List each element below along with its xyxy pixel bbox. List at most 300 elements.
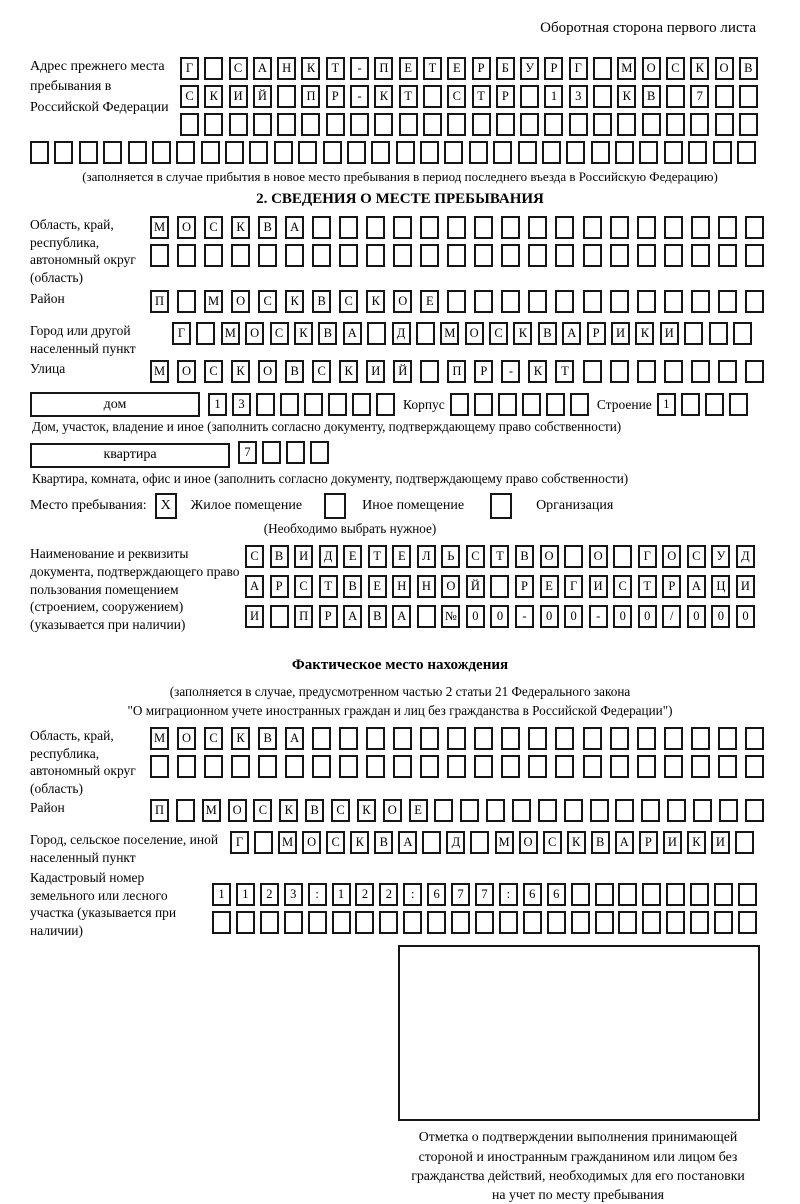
char-cell[interactable]: И: [736, 575, 755, 598]
char-cell[interactable]: [571, 883, 590, 906]
char-cell[interactable]: Е: [399, 57, 418, 80]
char-cell[interactable]: А: [562, 322, 581, 345]
char-cell[interactable]: [420, 141, 439, 164]
char-cell[interactable]: /: [662, 605, 681, 628]
char-cell[interactable]: -: [589, 605, 608, 628]
char-cell[interactable]: [447, 755, 466, 778]
char-cell[interactable]: [590, 799, 609, 822]
char-cell[interactable]: У: [520, 57, 539, 80]
char-cell[interactable]: А: [343, 605, 362, 628]
char-cell[interactable]: [571, 911, 590, 934]
char-cell[interactable]: [735, 831, 754, 854]
char-cell[interactable]: [512, 799, 531, 822]
char-cell[interactable]: [54, 141, 73, 164]
char-cell[interactable]: В: [258, 216, 277, 239]
char-cell[interactable]: [312, 727, 331, 750]
char-cell[interactable]: И: [229, 85, 248, 108]
char-cell[interactable]: [745, 799, 764, 822]
char-cell[interactable]: [416, 322, 435, 345]
char-cell[interactable]: Р: [270, 575, 289, 598]
char-cell[interactable]: Ц: [711, 575, 730, 598]
char-cell[interactable]: [258, 755, 277, 778]
char-cell[interactable]: [374, 113, 393, 136]
char-cell[interactable]: [591, 141, 610, 164]
char-cell[interactable]: В: [285, 360, 304, 383]
char-cell[interactable]: [490, 575, 509, 598]
char-cell[interactable]: [451, 911, 470, 934]
char-cell[interactable]: 7: [475, 883, 494, 906]
char-cell[interactable]: К: [635, 322, 654, 345]
char-cell[interactable]: [496, 113, 515, 136]
char-cell[interactable]: Н: [417, 575, 436, 598]
char-cell[interactable]: Р: [544, 57, 563, 80]
char-cell[interactable]: О: [228, 799, 247, 822]
char-cell[interactable]: К: [374, 85, 393, 108]
char-cell[interactable]: Л: [417, 545, 436, 568]
char-cell[interactable]: Ь: [441, 545, 460, 568]
char-cell[interactable]: О: [589, 545, 608, 568]
char-cell[interactable]: [501, 755, 520, 778]
char-cell[interactable]: [684, 322, 703, 345]
char-cell[interactable]: [718, 216, 737, 239]
char-cell[interactable]: [528, 216, 547, 239]
char-cell[interactable]: И: [294, 545, 313, 568]
char-cell[interactable]: О: [177, 360, 196, 383]
char-cell[interactable]: [718, 727, 737, 750]
char-cell[interactable]: [447, 216, 466, 239]
char-cell[interactable]: Т: [319, 575, 338, 598]
char-cell[interactable]: М: [150, 216, 169, 239]
char-cell[interactable]: [312, 244, 331, 267]
char-cell[interactable]: 7: [451, 883, 470, 906]
char-cell[interactable]: С: [331, 799, 350, 822]
char-cell[interactable]: [420, 727, 439, 750]
char-cell[interactable]: 0: [736, 605, 755, 628]
char-cell[interactable]: В: [343, 575, 362, 598]
char-cell[interactable]: П: [150, 290, 169, 313]
char-cell[interactable]: С: [229, 57, 248, 80]
char-cell[interactable]: [745, 290, 764, 313]
char-cell[interactable]: В: [312, 290, 331, 313]
char-cell[interactable]: 1: [332, 883, 351, 906]
char-cell[interactable]: [690, 911, 709, 934]
char-cell[interactable]: [617, 113, 636, 136]
char-cell[interactable]: [501, 727, 520, 750]
char-cell[interactable]: Т: [326, 57, 345, 80]
char-cell[interactable]: 6: [523, 883, 542, 906]
char-cell[interactable]: [642, 113, 661, 136]
char-cell[interactable]: [593, 85, 612, 108]
char-cell[interactable]: В: [368, 605, 387, 628]
char-cell[interactable]: [642, 883, 661, 906]
char-cell[interactable]: [486, 799, 505, 822]
char-cell[interactable]: 7: [238, 441, 257, 464]
char-cell[interactable]: [393, 727, 412, 750]
char-cell[interactable]: Г: [172, 322, 191, 345]
char-cell[interactable]: [423, 85, 442, 108]
char-cell[interactable]: [201, 141, 220, 164]
char-cell[interactable]: Н: [277, 57, 296, 80]
char-cell[interactable]: [615, 799, 634, 822]
char-cell[interactable]: С: [466, 545, 485, 568]
char-cell[interactable]: О: [642, 57, 661, 80]
char-cell[interactable]: [204, 755, 223, 778]
char-cell[interactable]: 3: [284, 883, 303, 906]
char-cell[interactable]: [399, 113, 418, 136]
char-cell[interactable]: [225, 141, 244, 164]
char-cell[interactable]: [718, 360, 737, 383]
char-cell[interactable]: [639, 141, 658, 164]
char-cell[interactable]: [177, 244, 196, 267]
char-cell[interactable]: О: [245, 322, 264, 345]
char-cell[interactable]: В: [642, 85, 661, 108]
char-cell[interactable]: Д: [736, 545, 755, 568]
char-cell[interactable]: [284, 911, 303, 934]
char-cell[interactable]: [583, 216, 602, 239]
char-cell[interactable]: [637, 755, 656, 778]
char-cell[interactable]: С: [245, 545, 264, 568]
char-cell[interactable]: Е: [420, 290, 439, 313]
char-cell[interactable]: П: [301, 85, 320, 108]
char-cell[interactable]: В: [270, 545, 289, 568]
char-cell[interactable]: 0: [711, 605, 730, 628]
char-cell[interactable]: Н: [392, 575, 411, 598]
char-cell[interactable]: [666, 85, 685, 108]
char-cell[interactable]: [664, 755, 683, 778]
char-cell[interactable]: [260, 911, 279, 934]
char-cell[interactable]: [715, 113, 734, 136]
char-cell[interactable]: 2: [379, 883, 398, 906]
char-cell[interactable]: [564, 799, 583, 822]
char-cell[interactable]: Р: [662, 575, 681, 598]
char-cell[interactable]: [555, 290, 574, 313]
char-cell[interactable]: 3: [232, 393, 251, 416]
char-cell[interactable]: С: [204, 216, 223, 239]
char-cell[interactable]: М: [278, 831, 297, 854]
char-cell[interactable]: М: [204, 290, 223, 313]
char-cell[interactable]: [254, 831, 273, 854]
char-cell[interactable]: С: [294, 575, 313, 598]
char-cell[interactable]: М: [440, 322, 459, 345]
char-cell[interactable]: Р: [474, 360, 493, 383]
char-cell[interactable]: [610, 755, 629, 778]
char-cell[interactable]: [447, 727, 466, 750]
char-cell[interactable]: М: [150, 727, 169, 750]
char-cell[interactable]: [498, 393, 517, 416]
char-cell[interactable]: Е: [447, 57, 466, 80]
char-cell[interactable]: М: [202, 799, 221, 822]
char-cell[interactable]: [339, 216, 358, 239]
char-cell[interactable]: -: [515, 605, 534, 628]
char-cell[interactable]: [564, 545, 583, 568]
char-cell[interactable]: [714, 911, 733, 934]
char-cell[interactable]: В: [305, 799, 324, 822]
char-cell[interactable]: [528, 244, 547, 267]
char-cell[interactable]: [393, 755, 412, 778]
char-cell[interactable]: К: [231, 216, 250, 239]
char-cell[interactable]: О: [393, 290, 412, 313]
char-cell[interactable]: [30, 141, 49, 164]
char-cell[interactable]: [681, 393, 700, 416]
char-cell[interactable]: [403, 911, 422, 934]
char-cell[interactable]: №: [441, 605, 460, 628]
char-cell[interactable]: А: [687, 575, 706, 598]
char-cell[interactable]: [376, 393, 395, 416]
char-cell[interactable]: [474, 290, 493, 313]
char-cell[interactable]: [285, 755, 304, 778]
char-cell[interactable]: [705, 393, 724, 416]
char-cell[interactable]: Т: [555, 360, 574, 383]
char-cell[interactable]: Е: [540, 575, 559, 598]
char-cell[interactable]: [229, 113, 248, 136]
char-cell[interactable]: [371, 141, 390, 164]
char-cell[interactable]: К: [687, 831, 706, 854]
char-cell[interactable]: Г: [638, 545, 657, 568]
char-cell[interactable]: [546, 393, 565, 416]
char-cell[interactable]: [518, 141, 537, 164]
char-cell[interactable]: [618, 911, 637, 934]
char-cell[interactable]: [420, 755, 439, 778]
char-cell[interactable]: К: [567, 831, 586, 854]
char-cell[interactable]: [718, 290, 737, 313]
char-cell[interactable]: [474, 244, 493, 267]
char-cell[interactable]: [520, 113, 539, 136]
char-cell[interactable]: [595, 911, 614, 934]
char-cell[interactable]: [566, 141, 585, 164]
char-cell[interactable]: [472, 113, 491, 136]
char-cell[interactable]: 1: [212, 883, 231, 906]
char-cell[interactable]: [350, 113, 369, 136]
char-cell[interactable]: [718, 244, 737, 267]
char-cell[interactable]: :: [499, 883, 518, 906]
char-cell[interactable]: О: [540, 545, 559, 568]
char-cell[interactable]: [308, 911, 327, 934]
char-cell[interactable]: А: [245, 575, 264, 598]
char-cell[interactable]: [528, 290, 547, 313]
char-cell[interactable]: Р: [319, 605, 338, 628]
char-cell[interactable]: С: [339, 290, 358, 313]
char-cell[interactable]: С: [687, 545, 706, 568]
char-cell[interactable]: [312, 755, 331, 778]
char-cell[interactable]: [417, 605, 436, 628]
char-cell[interactable]: О: [258, 360, 277, 383]
char-cell[interactable]: И: [611, 322, 630, 345]
char-cell[interactable]: [501, 290, 520, 313]
char-cell[interactable]: Б: [496, 57, 515, 80]
char-cell[interactable]: [555, 755, 574, 778]
char-cell[interactable]: С: [447, 85, 466, 108]
char-cell[interactable]: Й: [393, 360, 412, 383]
char-cell[interactable]: [688, 141, 707, 164]
char-cell[interactable]: [664, 290, 683, 313]
char-cell[interactable]: [301, 113, 320, 136]
char-cell[interactable]: С: [204, 360, 223, 383]
char-cell[interactable]: [615, 141, 634, 164]
char-cell[interactable]: О: [441, 575, 460, 598]
char-cell[interactable]: К: [339, 360, 358, 383]
char-cell[interactable]: О: [177, 727, 196, 750]
char-cell[interactable]: [595, 883, 614, 906]
char-cell[interactable]: [642, 911, 661, 934]
char-cell[interactable]: К: [513, 322, 532, 345]
char-cell[interactable]: К: [350, 831, 369, 854]
char-cell[interactable]: -: [350, 85, 369, 108]
char-cell[interactable]: [666, 911, 685, 934]
char-cell[interactable]: [739, 113, 758, 136]
char-cell[interactable]: С: [666, 57, 685, 80]
char-cell[interactable]: [691, 360, 710, 383]
char-cell[interactable]: [547, 911, 566, 934]
char-cell[interactable]: 7: [690, 85, 709, 108]
char-cell[interactable]: [664, 141, 683, 164]
char-cell[interactable]: [434, 799, 453, 822]
char-cell[interactable]: В: [374, 831, 393, 854]
char-cell[interactable]: [298, 141, 317, 164]
char-cell[interactable]: [738, 883, 757, 906]
char-cell[interactable]: [528, 727, 547, 750]
char-cell[interactable]: [423, 113, 442, 136]
char-cell[interactable]: [523, 911, 542, 934]
char-cell[interactable]: [270, 605, 289, 628]
char-cell[interactable]: А: [285, 727, 304, 750]
char-cell[interactable]: [236, 911, 255, 934]
char-cell[interactable]: [285, 244, 304, 267]
char-cell[interactable]: [310, 441, 329, 464]
char-cell[interactable]: [212, 911, 231, 934]
char-cell[interactable]: [470, 831, 489, 854]
char-cell[interactable]: [528, 755, 547, 778]
char-cell[interactable]: [420, 360, 439, 383]
char-cell[interactable]: Г: [564, 575, 583, 598]
char-cell[interactable]: 0: [613, 605, 632, 628]
char-cell[interactable]: [691, 290, 710, 313]
char-cell[interactable]: [664, 244, 683, 267]
char-cell[interactable]: [444, 141, 463, 164]
char-cell[interactable]: [258, 244, 277, 267]
char-cell[interactable]: С: [613, 575, 632, 598]
char-cell[interactable]: [447, 290, 466, 313]
char-cell[interactable]: :: [403, 883, 422, 906]
char-cell[interactable]: С: [543, 831, 562, 854]
char-cell[interactable]: К: [528, 360, 547, 383]
char-cell[interactable]: [474, 727, 493, 750]
char-cell[interactable]: [339, 755, 358, 778]
char-cell[interactable]: -: [350, 57, 369, 80]
char-cell[interactable]: А: [398, 831, 417, 854]
char-cell[interactable]: К: [690, 57, 709, 80]
char-cell[interactable]: [352, 393, 371, 416]
char-cell[interactable]: [355, 911, 374, 934]
char-cell[interactable]: [286, 441, 305, 464]
char-cell[interactable]: [256, 393, 275, 416]
char-cell[interactable]: Р: [326, 85, 345, 108]
char-cell[interactable]: [690, 113, 709, 136]
char-cell[interactable]: С: [312, 360, 331, 383]
char-cell[interactable]: 6: [547, 883, 566, 906]
char-cell[interactable]: [196, 322, 215, 345]
char-cell[interactable]: [737, 141, 756, 164]
char-cell[interactable]: [691, 244, 710, 267]
char-cell[interactable]: 1: [208, 393, 227, 416]
char-cell[interactable]: Т: [368, 545, 387, 568]
char-cell[interactable]: [555, 244, 574, 267]
char-cell[interactable]: [570, 393, 589, 416]
char-cell[interactable]: [745, 727, 764, 750]
char-cell[interactable]: Т: [472, 85, 491, 108]
char-cell[interactable]: [738, 911, 757, 934]
char-cell[interactable]: [103, 141, 122, 164]
char-cell[interactable]: [231, 244, 250, 267]
char-cell[interactable]: [691, 727, 710, 750]
char-cell[interactable]: Р: [496, 85, 515, 108]
char-cell[interactable]: [475, 911, 494, 934]
char-cell[interactable]: И: [245, 605, 264, 628]
char-cell[interactable]: [583, 290, 602, 313]
char-cell[interactable]: [745, 216, 764, 239]
char-cell[interactable]: [420, 244, 439, 267]
char-cell[interactable]: М: [617, 57, 636, 80]
char-cell[interactable]: 2: [355, 883, 374, 906]
char-cell[interactable]: [176, 799, 195, 822]
char-cell[interactable]: 0: [638, 605, 657, 628]
char-cell[interactable]: [469, 141, 488, 164]
char-cell[interactable]: [664, 727, 683, 750]
char-cell[interactable]: [637, 244, 656, 267]
char-cell[interactable]: [745, 360, 764, 383]
char-cell[interactable]: [274, 141, 293, 164]
char-cell[interactable]: [150, 244, 169, 267]
char-cell[interactable]: [366, 216, 385, 239]
char-cell[interactable]: [610, 360, 629, 383]
char-cell[interactable]: Г: [569, 57, 588, 80]
char-cell[interactable]: [366, 244, 385, 267]
char-cell[interactable]: [204, 57, 223, 80]
char-cell[interactable]: С: [489, 322, 508, 345]
checkbox-organization[interactable]: [490, 493, 512, 519]
char-cell[interactable]: [593, 113, 612, 136]
char-cell[interactable]: [739, 85, 758, 108]
char-cell[interactable]: Г: [180, 57, 199, 80]
char-cell[interactable]: Е: [409, 799, 428, 822]
char-cell[interactable]: И: [663, 831, 682, 854]
char-cell[interactable]: [745, 244, 764, 267]
char-cell[interactable]: [667, 799, 686, 822]
char-cell[interactable]: [249, 141, 268, 164]
char-cell[interactable]: А: [615, 831, 634, 854]
char-cell[interactable]: [583, 360, 602, 383]
char-cell[interactable]: [544, 113, 563, 136]
char-cell[interactable]: С: [326, 831, 345, 854]
char-cell[interactable]: [637, 727, 656, 750]
char-cell[interactable]: В: [538, 322, 557, 345]
char-cell[interactable]: 0: [687, 605, 706, 628]
char-cell[interactable]: Й: [253, 85, 272, 108]
char-cell[interactable]: [128, 141, 147, 164]
char-cell[interactable]: [280, 393, 299, 416]
char-cell[interactable]: [542, 141, 561, 164]
char-cell[interactable]: [422, 831, 441, 854]
char-cell[interactable]: [522, 393, 541, 416]
char-cell[interactable]: [583, 727, 602, 750]
char-cell[interactable]: Т: [423, 57, 442, 80]
char-cell[interactable]: В: [515, 545, 534, 568]
char-cell[interactable]: :: [308, 883, 327, 906]
char-cell[interactable]: [729, 393, 748, 416]
char-cell[interactable]: [180, 113, 199, 136]
char-cell[interactable]: К: [285, 290, 304, 313]
char-cell[interactable]: [719, 799, 738, 822]
char-cell[interactable]: [420, 216, 439, 239]
